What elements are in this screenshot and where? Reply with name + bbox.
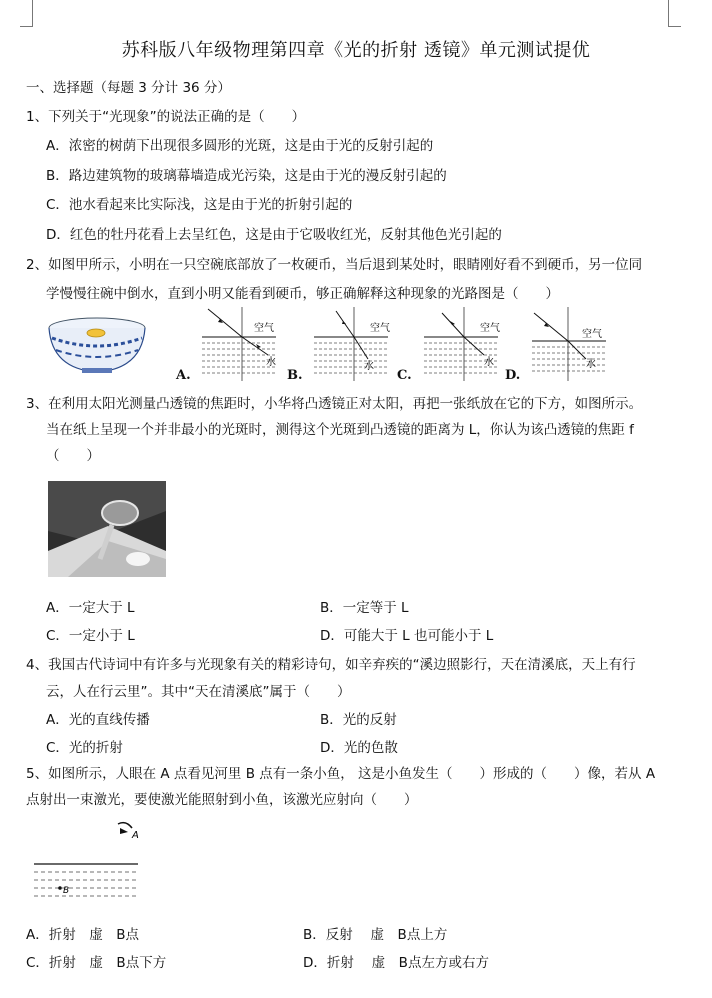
eye-fish-diagram bbox=[30, 818, 150, 902]
bowl-coin-image bbox=[44, 314, 150, 376]
light-path-diagram-c bbox=[422, 307, 500, 381]
q2-label-d: D. bbox=[505, 368, 521, 383]
q3-option-d: D．可能大于 L 也可能小于 L bbox=[320, 628, 494, 644]
q2-stem-line2: 学慢慢往碗中倒水，直到小明又能看到硬币，够正确解释这种现象的光路图是（ ） bbox=[46, 286, 559, 302]
q4-stem-line1: 4、我国古代诗词中有许多与光现象有关的精彩诗句，如辛弃疾的“溪边照影行，天在清溪底，天上有行 bbox=[26, 657, 636, 673]
q3-stem-line1: 3、在利用太阳光测量凸透镜的焦距时，小华将凸透镜正对太阳，再把一张纸放在它的下方，如图所示。 bbox=[26, 396, 643, 412]
crop-mark-top-right bbox=[668, 0, 681, 27]
q5-stem-line2: 点射出一束激光，要使激光能照射到小鱼，该激光应射向（ ） bbox=[26, 792, 418, 808]
q4-option-c: C．光的折射 bbox=[46, 740, 123, 756]
light-path-diagram-b bbox=[312, 307, 390, 381]
svg-text:空气: 空气 bbox=[254, 323, 274, 334]
q1-stem: 1、下列关于“光现象”的说法正确的是（ ） bbox=[26, 109, 306, 125]
q3-option-c: C．一定小于 L bbox=[46, 628, 135, 644]
lens-sunlight-photo bbox=[48, 481, 166, 577]
q4-option-b: B．光的反射 bbox=[320, 712, 397, 728]
q1-option-b: B．路边建筑物的玻璃幕墙造成光污染，这是由于光的漫反射引起的 bbox=[46, 168, 447, 184]
svg-text:A: A bbox=[132, 830, 139, 841]
q4-option-a: A．光的直线传播 bbox=[46, 712, 150, 728]
q5-option-a: A．折射 虚 B点 bbox=[26, 927, 139, 943]
light-path-diagram-d bbox=[530, 307, 608, 381]
q4-stem-line2: 云，人在行云里”。其中“天在清溪底”属于（ ） bbox=[46, 684, 351, 700]
q5-stem-line1: 5、如图所示，人眼在 A 点看见河里 B 点有一条小鱼， 这是小鱼发生（ ）形成的（ ）像，若从 A bbox=[26, 766, 656, 782]
svg-text:空气: 空气 bbox=[582, 329, 602, 340]
q5-option-b: B．反射 虚 B点上方 bbox=[303, 927, 448, 943]
eye-icon bbox=[118, 823, 132, 834]
q2-stem-line1: 2、如图甲所示，小明在一只空碗底部放了一枚硬币，当后退到某处时，眼睛刚好看不到硬币，另一位同 bbox=[26, 257, 643, 273]
q1-option-a: A．浓密的树荫下出现很多圆形的光斑，这是由于光的反射引起的 bbox=[46, 138, 434, 154]
svg-text:B: B bbox=[63, 886, 70, 896]
q5-option-c: C．折射 虚 B点下方 bbox=[26, 955, 167, 971]
q1-option-d: D．红色的牡丹花看上去呈红色，这是由于它吸收红光，反射其他色光引起的 bbox=[46, 227, 502, 243]
svg-text:空气: 空气 bbox=[480, 323, 500, 334]
q2-label-a: A. bbox=[176, 368, 191, 383]
q3-option-b: B．一定等于 L bbox=[320, 600, 409, 616]
crop-mark-top-left bbox=[20, 0, 33, 27]
svg-text:空气: 空气 bbox=[370, 323, 390, 334]
q2-label-c: C. bbox=[397, 368, 412, 383]
q2-label-b: B. bbox=[287, 368, 303, 383]
light-path-diagram-a bbox=[200, 307, 278, 381]
q3-stem-line3: （ ） bbox=[46, 448, 100, 464]
q1-option-c: C．池水看起来比实际浅，这是由于光的折射引起的 bbox=[46, 197, 353, 213]
q3-stem-line2: 当在纸上呈现一个并非最小的光斑时，测得这个光斑到凸透镜的距离为 L，你认为该凸透镜的焦距 f bbox=[46, 422, 634, 438]
section-heading: 一、选择题（每题 3 分计 36 分） bbox=[26, 80, 231, 96]
svg-text:水: 水 bbox=[266, 357, 276, 368]
q5-option-d: D．折射 虚 B点左方或右方 bbox=[303, 955, 489, 971]
q4-option-d: D．光的色散 bbox=[320, 740, 398, 756]
page-title: 苏科版八年级物理第四章《光的折射 透镜》单元测试提优 bbox=[121, 40, 591, 61]
q3-option-a: A．一定大于 L bbox=[46, 600, 135, 616]
svg-text:水: 水 bbox=[586, 359, 596, 370]
svg-text:水: 水 bbox=[364, 361, 374, 372]
svg-text:水: 水 bbox=[484, 357, 494, 368]
